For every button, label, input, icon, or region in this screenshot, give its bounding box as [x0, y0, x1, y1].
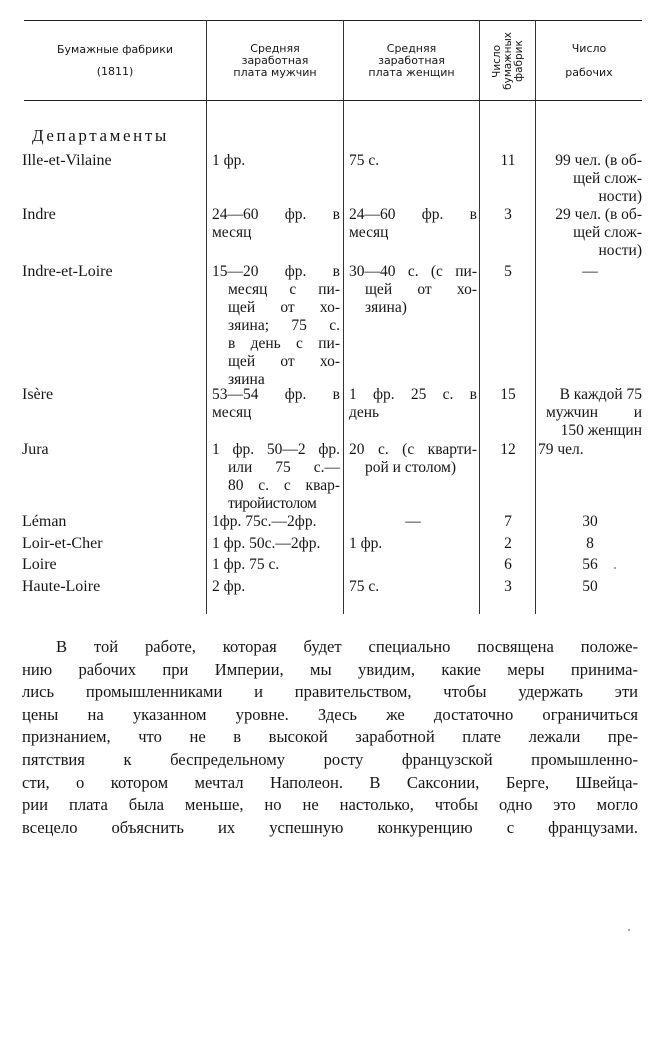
- cell-line: 1 фр. 75 с.: [212, 556, 280, 573]
- department-name: Loire: [22, 556, 57, 573]
- header-factories-label: Бумажные фабрики: [57, 43, 173, 56]
- cell-line: В каждой 75: [559, 386, 642, 403]
- men-wage-cell: [212, 441, 340, 513]
- header-men-wage-line: заработная: [241, 54, 309, 67]
- paragraph-line: нию рабочих при Империи, мы увидим, какие меры принима-: [22, 659, 638, 679]
- header-women-wage: [344, 22, 479, 100]
- header-men-wage-line: плата мужчин: [233, 66, 317, 79]
- women-wage-cell: [349, 578, 477, 596]
- cell-line: месяц: [349, 224, 389, 241]
- workers-cell: [538, 535, 642, 553]
- section-label: Департаменты: [32, 126, 169, 145]
- men-wage-cell: [212, 386, 340, 422]
- men-wage-cell: [212, 206, 340, 242]
- cell-line: зяина; 75 с.: [228, 317, 340, 334]
- body-paragraph: [22, 636, 638, 839]
- cell-line: 8: [586, 535, 594, 552]
- paragraph-line: пятствия к беспредельному росту французской промышленно-: [22, 749, 638, 769]
- cell-line: зяина: [228, 371, 265, 388]
- women-wage-cell: [349, 206, 477, 242]
- paragraph-line: лись промышленниками и правительством, чтобы удержать эти: [22, 682, 638, 702]
- cell-line: 1фр. 75с.—2фр.: [212, 513, 317, 530]
- cell-line: 75 с.: [349, 152, 380, 169]
- women-wage-cell: [349, 263, 477, 317]
- paragraph-line: цены на указанном уровне. Здесь же достаточно ограничиться: [22, 704, 638, 724]
- department-name: Indre-et-Loire: [22, 263, 113, 280]
- paragraph-line: признанием, что не в высокой заработной плате лежали пре-: [22, 727, 638, 747]
- paragraph-line: всецело объяснить их успешную конкуренцию с французами.: [22, 817, 638, 837]
- factory-count-cell: 12: [500, 441, 516, 458]
- cell-line: 56: [582, 556, 598, 573]
- cell-line: рой и столом): [365, 459, 456, 476]
- department-name: Jura: [22, 441, 49, 458]
- workers-cell: [538, 152, 642, 206]
- cell-line: мужчин и: [546, 404, 642, 421]
- cell-line: 1 фр.: [349, 535, 383, 552]
- header-women-wage-line: заработная: [378, 54, 445, 67]
- header-workers-line: Число: [571, 42, 607, 55]
- cell-line: 20 с. (с кварти-: [349, 441, 477, 458]
- factory-count-cell: 7: [504, 513, 512, 530]
- workers-cell: [538, 578, 642, 596]
- workers-cell: [538, 556, 642, 574]
- men-wage-cell: [212, 578, 340, 596]
- paragraph-line: сти, о котором мечтал Наполеон. В Саксонии, Берге, Швейца-: [22, 772, 638, 792]
- factory-count-cell: 3: [504, 206, 512, 223]
- cell-line: или 75 с.—: [228, 459, 340, 476]
- men-wage-cell: [212, 535, 340, 553]
- factory-count-cell: 5: [504, 263, 512, 280]
- header-men-wage-line: Средняя: [250, 42, 300, 55]
- cell-line: 99 чел. (в об-: [555, 152, 642, 169]
- header-women-wage-line: плата женщин: [368, 66, 455, 79]
- header-factory-count-line: фабрик: [512, 40, 525, 82]
- scan-speck: [628, 929, 630, 931]
- men-wage-cell: [212, 263, 340, 389]
- factory-count-cell: 3: [504, 578, 512, 595]
- workers-cell: [538, 206, 642, 260]
- header-factories: [24, 22, 206, 100]
- factory-count-cell: 15: [500, 386, 516, 403]
- workers-cell: [538, 441, 642, 459]
- cell-line: 29 чел. (в об-: [555, 206, 642, 223]
- cell-line: ности): [598, 188, 642, 205]
- cell-line: 30—40 с. (с пи-: [349, 263, 477, 280]
- cell-line: 150 женщин: [560, 422, 642, 439]
- department-name: Ille-et-Vilaine: [22, 152, 112, 169]
- women-wage-cell: [349, 441, 477, 477]
- cell-line: 1 фр. 50—2 фр.: [212, 441, 340, 458]
- cell-line: щей слож-: [573, 224, 642, 241]
- header-men-wage: [207, 22, 343, 100]
- cell-line: 75 с.: [349, 578, 380, 595]
- header-factory-count: [482, 22, 534, 100]
- cell-line: 30: [582, 513, 598, 530]
- paragraph-line: В той работе, которая будет специально посвящена положе-: [56, 637, 638, 656]
- workers-cell: [538, 386, 642, 440]
- header-workers-line: рабочих: [565, 66, 613, 79]
- cell-line: 1 фр.: [212, 152, 246, 169]
- cell-line: в день с пи-: [228, 335, 340, 352]
- header-women-wage-line: Средняя: [386, 42, 437, 55]
- paragraph-line: рии плата была меньше, но не настолько, чтобы одно это могло: [22, 795, 638, 815]
- cell-line: 1 фр. 50с.—2фр.: [212, 535, 321, 552]
- women-wage-cell: [349, 386, 477, 422]
- cell-line: 79 чел.: [538, 441, 584, 458]
- cell-line: —: [405, 513, 421, 530]
- cell-line: 24—60 фр. в: [349, 206, 477, 223]
- cell-line: щей от хо-: [228, 299, 340, 316]
- cell-line: 1 фр. 25 с. в: [349, 386, 477, 403]
- men-wage-cell: [212, 152, 340, 170]
- cell-line: день: [349, 404, 380, 421]
- cell-line: щей от хо-: [228, 353, 340, 370]
- cell-line: 50: [582, 578, 598, 595]
- column-divider: [479, 20, 480, 614]
- cell-line: тиройистолом: [228, 495, 317, 512]
- cell-line: 80 с. с квар-: [228, 477, 340, 494]
- women-wage-cell: [349, 513, 477, 531]
- cell-line: зяина): [365, 299, 407, 316]
- column-divider: [343, 20, 344, 614]
- column-divider: [206, 20, 207, 614]
- men-wage-cell: [212, 556, 340, 574]
- women-wage-cell: [349, 152, 477, 170]
- header-workers: [536, 22, 642, 100]
- cell-line: 15—20 фр. в: [212, 263, 340, 280]
- department-name: Isère: [22, 386, 54, 403]
- factory-count-cell: 11: [500, 152, 516, 169]
- workers-cell: [538, 263, 642, 281]
- department-name: Indre: [22, 206, 56, 223]
- department-name: Loir-et-Cher: [22, 535, 103, 552]
- department-name: Léman: [22, 513, 67, 530]
- department-name: Haute-Loire: [22, 578, 101, 595]
- header-factory-count-line: Число: [490, 44, 503, 78]
- factory-count-cell: 2: [504, 535, 512, 552]
- scan-speck: [614, 567, 616, 569]
- men-wage-cell: [212, 513, 340, 531]
- header-year: (1811): [96, 65, 134, 78]
- cell-line: ности): [598, 242, 642, 259]
- cell-line: 24—60 фр. в: [212, 206, 340, 223]
- cell-line: месяц с пи-: [228, 281, 340, 298]
- header-factory-count-line: бумажных: [501, 32, 514, 90]
- cell-line: щей от хо-: [365, 281, 477, 298]
- women-wage-cell: [349, 535, 477, 553]
- cell-line: 53—54 фр. в: [212, 386, 340, 403]
- cell-line: месяц: [212, 404, 252, 421]
- factory-count-cell: 6: [504, 556, 512, 573]
- workers-cell: [538, 513, 642, 531]
- column-divider: [535, 20, 536, 614]
- table-top-rule: [24, 20, 642, 21]
- cell-line: месяц: [212, 224, 252, 241]
- cell-line: 2 фр.: [212, 578, 246, 595]
- cell-line: щей слож-: [573, 170, 642, 187]
- cell-line: —: [582, 263, 598, 280]
- table-header-rule: [24, 100, 642, 101]
